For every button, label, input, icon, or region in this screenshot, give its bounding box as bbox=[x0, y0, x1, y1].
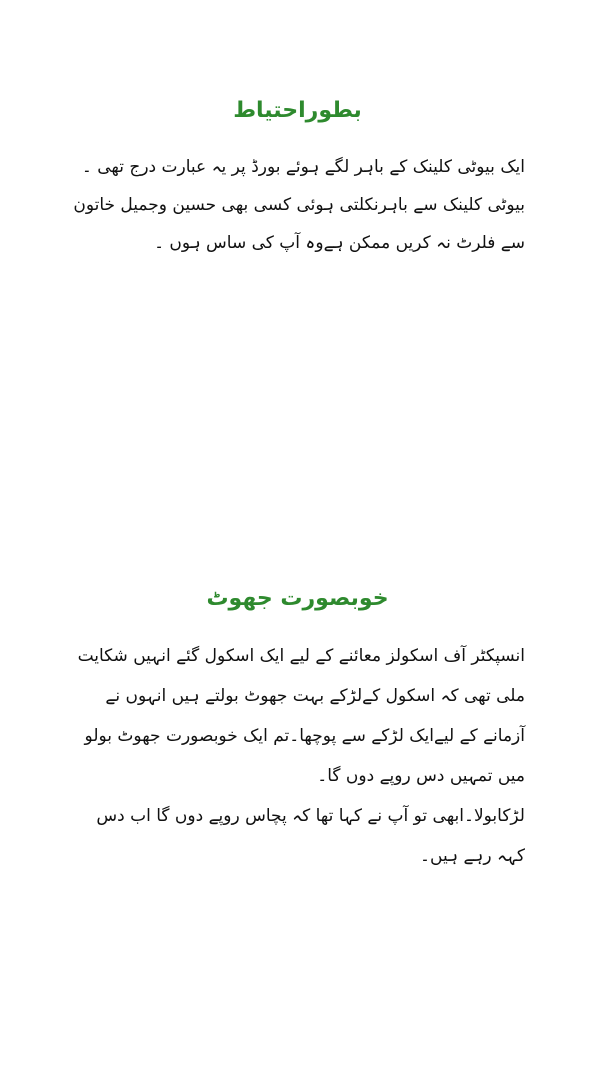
section-paragraph: ایک بیوٹی کلینک کے باہر لگے ہوئے بورڈ پر یہ عبارت درج تھی ۔ بیوٹی کلینک سے باہرنکلتی ہوئی کسی بھی حسین وجمیل خاتون سے فلرٹ نہ کریں ممکن ہےوہ آپ کی ساس ہوں ۔ bbox=[73, 157, 525, 253]
section-paragraph: لڑکابولا۔ابھی تو آپ نے کہا تھا کہ پچاس روپے دوں گا اب دس کہہ رہے ہیں۔ bbox=[96, 806, 525, 866]
section-title: خوبصورت جھوٹ bbox=[206, 586, 389, 611]
joke-section-beautiful-lie bbox=[70, 580, 525, 876]
section-title: بطوراحتیاط bbox=[233, 98, 362, 123]
joke-section-precaution bbox=[70, 92, 525, 262]
section-paragraph: انسپکٹر آف اسکولز معائنے کے لیے ایک اسکول گئے انہیں شکایت ملی تھی کہ اسکول کےلڑکے بہت جھوٹ بولتے ہیں انہوں نے آزمانے کے لیےایک لڑکے سے پوچھا۔تم ایک خوبصورت جھوٹ بولو میں تمہیں دس روپے دوں گا۔ bbox=[77, 646, 525, 786]
